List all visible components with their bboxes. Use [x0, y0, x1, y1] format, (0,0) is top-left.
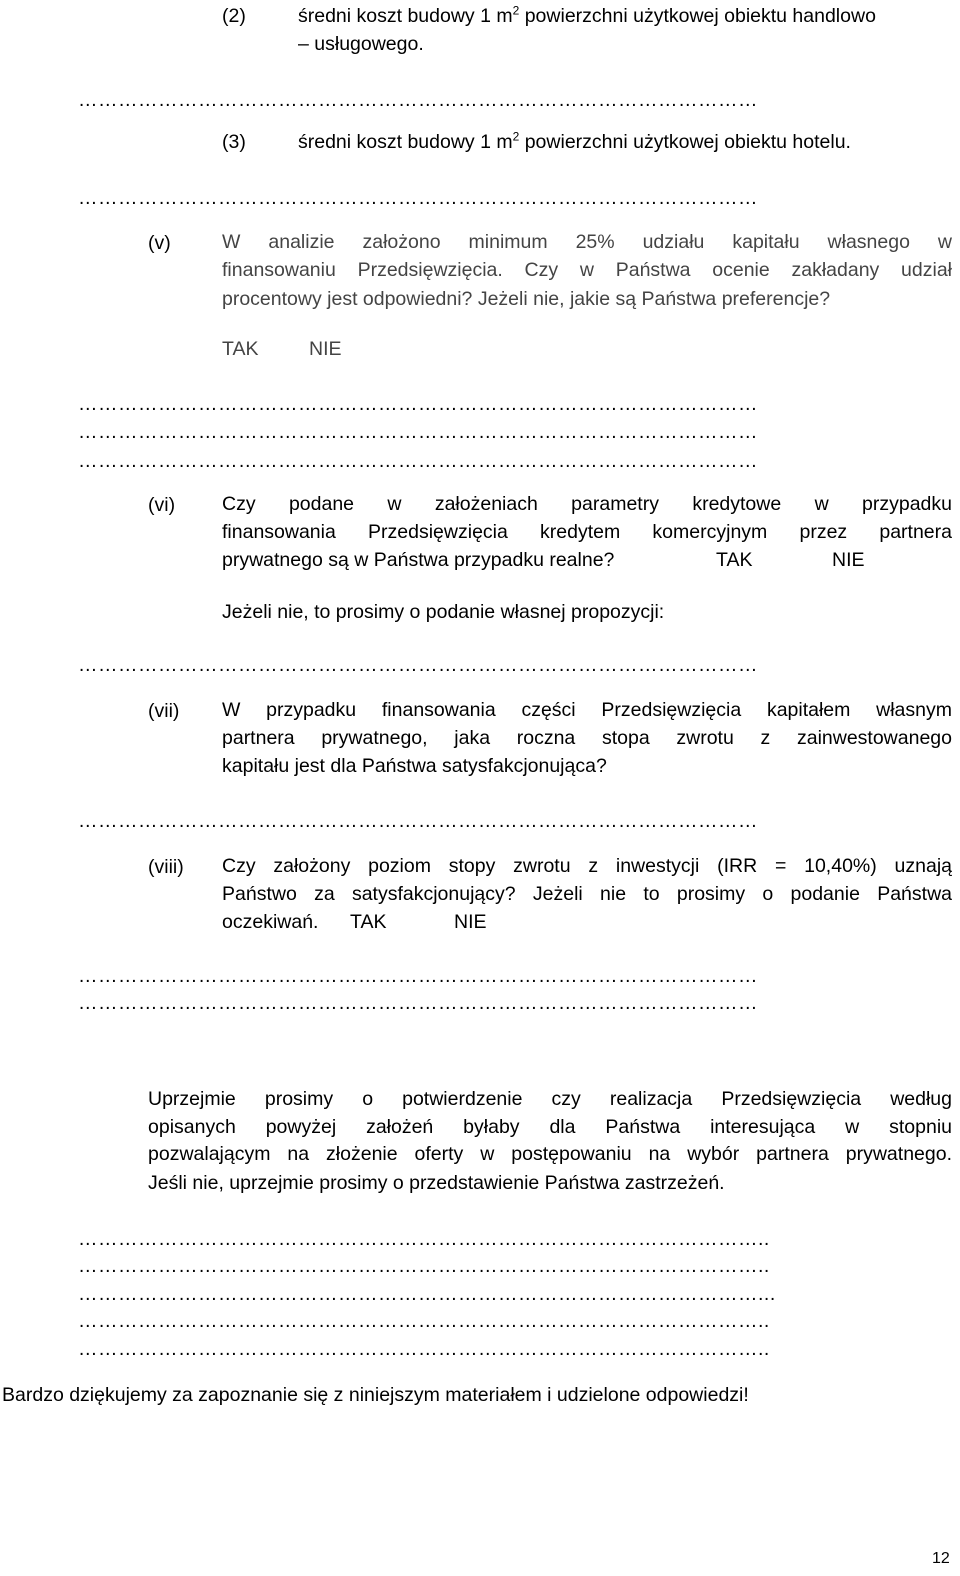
answer-line[interactable]: …………………………………………………………………………………………	[78, 965, 758, 987]
item-2-text-line2: – usługowego.	[298, 33, 424, 55]
item-viii-line2: Państwo za satysfakcjonujący? Jeżeli nie to prosimy o podanie Państwa	[222, 883, 952, 905]
item-v-line2: finansowaniu Przedsięwzięcia. Czy w Państwa ocenie zakładany udział	[222, 259, 952, 281]
answer-line[interactable]: …………………………………………………………………………………………..	[78, 1255, 770, 1277]
answer-line[interactable]: …………………………………………………………………………………………	[78, 421, 758, 443]
closing-line2: opisanych powyżej założeń byłaby dla Państwa interesująca w stopniu	[148, 1116, 952, 1138]
item-3-text: średni koszt budowy 1 $m^2$ powierzchni użytkowej obiektu hotelu.	[298, 129, 851, 153]
answer-line[interactable]: …………………………………………………………………………………………..	[78, 1228, 770, 1250]
item-2-text-line1: średni koszt budowy 1 $m^2$ powierzchni użytkowej obiektu handlowo	[298, 3, 876, 27]
item-vii-line1: W przypadku finansowania części Przedsięwzięcia kapitałem własnym	[222, 699, 952, 721]
answer-line[interactable]: …………………………………………………………………………………………	[78, 654, 758, 676]
answer-line[interactable]: …………………………………………………………………………………………	[78, 992, 758, 1014]
answer-line[interactable]: …………………………………………………………………………………………...	[78, 1283, 776, 1305]
tak-option[interactable]: TAK	[222, 338, 259, 360]
item-vi-line2: finansowania Przedsięwzięcia kredytem komercyjnym przez partnera	[222, 521, 952, 543]
answer-line[interactable]: …………………………………………………………………………………………	[78, 89, 758, 111]
item-v-line3: procentowy jest odpowiedni? Jeżeli nie, jakie są Państwa preferencje?	[222, 288, 831, 310]
nie-option[interactable]: NIE	[454, 911, 487, 933]
answer-line[interactable]: …………………………………………………………………………………………	[78, 393, 758, 415]
tak-option[interactable]: TAK	[716, 549, 753, 571]
item-3-number: (3)	[222, 131, 246, 153]
answer-line[interactable]: …………………………………………………………………………………………	[78, 810, 758, 832]
item-vi-line1: Czy podane w założeniach parametry kredytowe w przypadku	[222, 493, 952, 515]
item-v-number: (v)	[148, 232, 171, 254]
item-vi-number: (vi)	[148, 494, 176, 516]
tak-option[interactable]: TAK	[350, 911, 387, 933]
closing-line4: Jeśli nie, uprzejmie prosimy o przedstawienie Państwa zastrzeżeń.	[148, 1172, 725, 1194]
answer-line[interactable]: …………………………………………………………………………………………	[78, 187, 758, 209]
thanks-text: Bardzo dziękujemy za zapoznanie się z niniejszym materiałem i udzielone odpowiedzi!	[2, 1384, 749, 1406]
item-vi-line3: prywatnego są w Państwa przypadku realne?	[222, 549, 615, 571]
closing-line1: Uprzejmie prosimy o potwierdzenie czy realizacja Przedsięwzięcia według	[148, 1088, 952, 1110]
answer-line[interactable]: …………………………………………………………………………………………..	[78, 1310, 770, 1332]
item-vii-number: (vii)	[148, 700, 180, 722]
answer-line[interactable]: …………………………………………………………………………………………	[78, 450, 758, 472]
nie-option[interactable]: NIE	[309, 338, 342, 360]
item-2-number: (2)	[222, 5, 246, 27]
item-v-line1: W analizie założono minimum 25% udziału kapitału własnego w	[222, 231, 952, 253]
item-viii-line1: Czy założony poziom stopy zwrotu z inwestycji (IRR = 10,40%) uznają	[222, 855, 952, 877]
item-viii-line3: oczekiwań.	[222, 911, 319, 933]
item-vii-line2: partnera prywatnego, jaka roczna stopa zwrotu z zainwestowanego	[222, 727, 952, 749]
nie-option[interactable]: NIE	[832, 549, 865, 571]
closing-line3: pozwalającym na złożenie oferty w postępowaniu na wybór partnera prywatnego.	[148, 1143, 952, 1165]
item-vii-line3: kapitału jest dla Państwa satysfakcjonująca?	[222, 755, 607, 777]
page-number: 12	[932, 1550, 950, 1567]
item-viii-number: (viii)	[148, 856, 184, 878]
item-vi-followup: Jeżeli nie, to prosimy o podanie własnej propozycji:	[222, 601, 665, 623]
answer-line[interactable]: …………………………………………………………………………………………..	[78, 1338, 770, 1360]
